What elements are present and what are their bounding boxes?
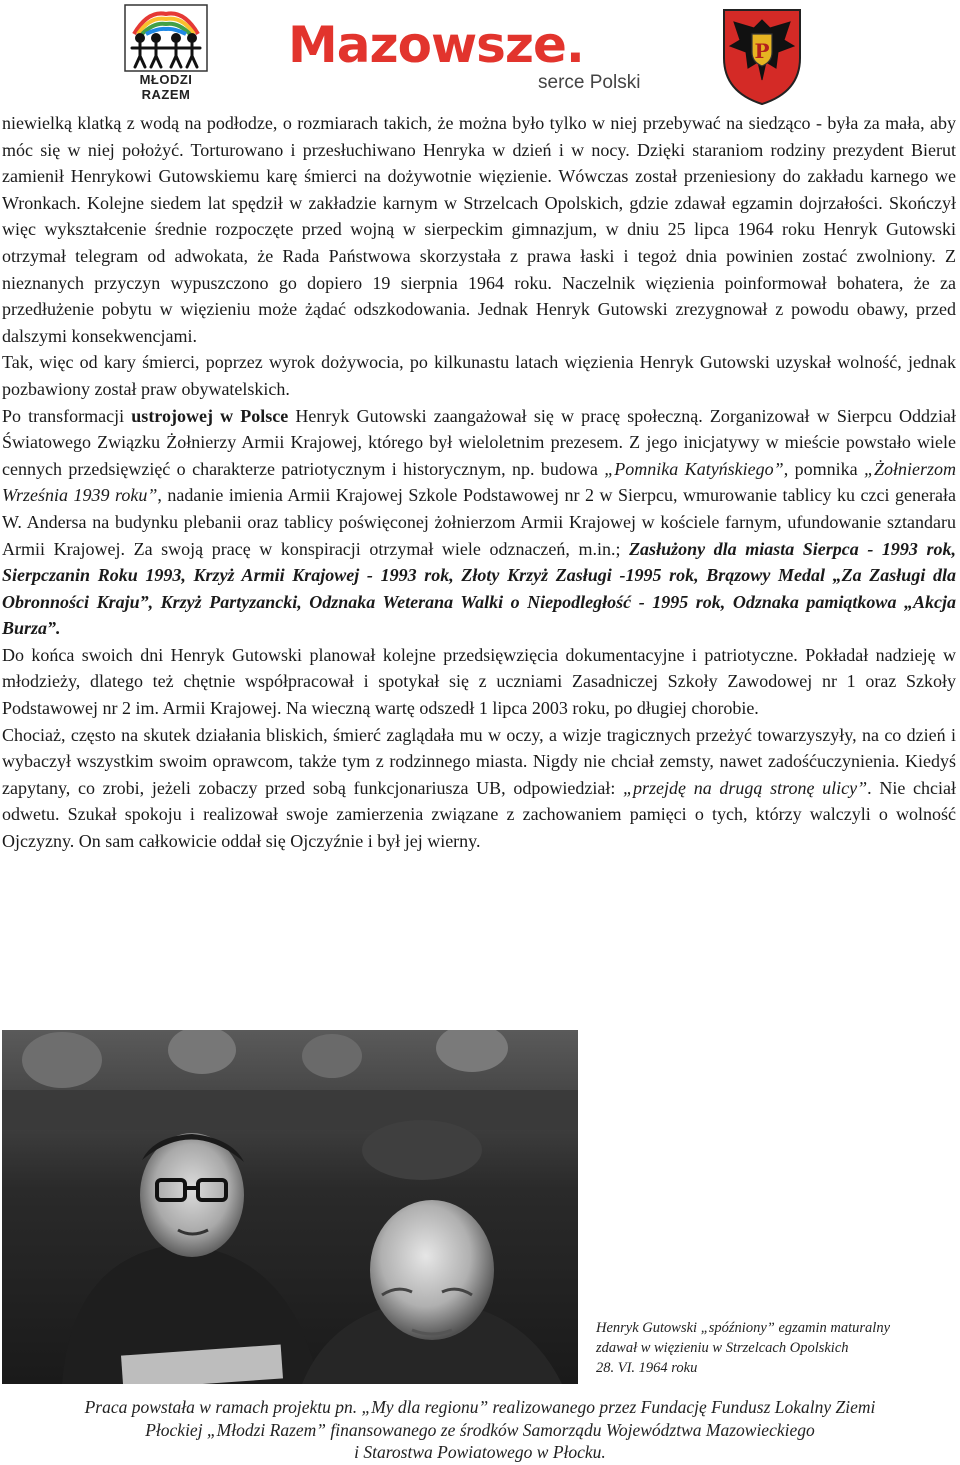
caption-line: zdawał w więzieniu w Strzelcach Opolskich [596,1340,849,1356]
page-header [0,0,960,108]
mazowsze-tagline: serce Polski [538,72,641,93]
logo-text-razem: RAZEM [141,87,191,102]
paragraph-freedom: Tak, więc od kary śmierci, poprzez wyrok dożywocia, po kilkunastu latach więzienia Henryk Gutowski uzyskał wolność, jednak pozbawiony został praw obywatelskich. [2,352,956,399]
paragraph-forgiveness: Chociaż, często na skutek działania bliskich, śmierć zaglądała mu w oczy, a wizje tragicznych przeżyć towarzyszyły, na co dzień i wybaczył wszystkim swoim oprawcom, także tym z rodzinnego miasta. Nigdy nie chciał zemsty, nawet zadośćuczynienia. Kiedyś zapytany, co zrobi, jeżeli zobaczy przed sobą funkcjonariusza UB, odpowiedział: „przejdę na drugą stronę ulicy”. Nie chciał odwetu. Szukał spokoju i realizował swoje zamierzenia związane z zachowaniem pamięci o tych, którzy walczyli o wolność Ojczyzny. On sam całkowicie oddał się Ojczyźnie i był jej wierny. [2,724,956,852]
logo-text-mlodzi: MŁODZI [139,72,193,87]
quote-other-side: „przejdę na drugą stronę ulicy” [623,777,868,798]
mlodzi-razem-logo [124,4,208,104]
black-white-photo-icon [2,1030,578,1384]
footer-line: i Starostwa Powiatowego w Płocku. [354,1442,606,1462]
exam-photo [2,1030,578,1384]
coat-of-arms-eagle-icon [720,6,804,106]
caption-line: Henryk Gutowski „spóźniony” egzamin maturalny [596,1320,891,1336]
paragraph-prison: niewielką klatką z wodą na podłodze, o rozmiarach takich, że można było tylko w niej przebywać na siedząco - była za mała, aby móc się w niej położyć. Torturowano i przesłuchiwano Henryka w dzień i w nocy. Dzięki staraniom rodziny prezydent Bierut zamienił Henrykowi Gutowskiemu karę śmierci na dożywotnie więzienie. Wówczas został przeniesiony do zakładu karnego we Wronkach. Kolejne siedem lat spędził w zakładzie karnym w Strzelcach Opolskich, gdzie zdawał egzamin dojrzałości. Skończył więc wykształcenie średnie rozpoczęte przed wojną w sierpeckim gimnazjum, w dniu 25 lipca 1964 roku Henryk Gutowski otrzymał telegram od adwokata, że Rada Państwowa skorzystała z prawa łaski i tegoż dnia powinien zostać zwolniony. Z nieznanych przyczyn wypuszczono go dopiero 19 sierpnia 1964 roku. Naczelnik więzienia poinformował bohatera, że za przedłużenie pobytu w więzieniu może żądać odszkodowania. Jednak Henryk Gutowski zrezygnował z powodu obawy, przed dalszymi konsekwencjami. [2,113,956,346]
decorations-list: Zasłużony dla miasta Sierpca - 1993 rok, Sierpczanin Roku 1993, Krzyż Armii Krajowej - 1993 rok, Złoty Krzyż Zasługi -1995 rok, Brązowy Medal „Za Zasługi dla Obronności Kraju”, Krzyż Partyzancki, Odznaka Weterana Walki o Niepodległość - 1995 rok, Odznaka pamiątkowa „Akcja Burza”. [2,538,956,639]
mazowsze-logo [288,14,648,100]
paragraph-final-years: Do końca swoich dni Henryk Gutowski planował kolejne przedsięwzięcia dokumentacyjne i patriotyczne. Pokładał nadzieję w młodzieży, dlatego też chętnie współpracował i spotykał się z uczniami Zasadniczej Szkoły Zawodowej nr 1 oraz Szkoły Podstawowej nr 2 im. Armii Krajowej. Na wieczną wartę odszedł 1 lipca 2003 roku, po długiej chorobie. [2,644,956,719]
mazowsze-wordmark: Mazowsze. [288,16,584,74]
children-figures-icon [124,4,208,72]
paragraph-social-work: Po transformacji ustrojowej w Polsce Henryk Gutowski zaangażował się w pracę społeczną. Zorganizował w Sierpcu Oddział Światowego Związku Żołnierzy Armii Krajowej, którego był wieloletnim prezesem. Z jego inicjatywy w mieście powstało wiele cennych przedsięwzięć o charakterze patriotycznym i historycznym, np. budowa „Pomnika Katyńskiego”, pomnika „Żołnierzom Września 1939 roku”, nadanie imienia Armii Krajowej Szkole Podstawowej nr 2 w Sierpcu, wmurowanie tablicy ku czci generała W. Andersa na budynku plebanii oraz tablicy poświęconej żołnierzom Armii Krajowej w kościele farnym, ufundowanie sztandaru Armii Krajowej. Za swoją pracę w konspiracji otrzymał wiele odznaczeń, m.in.; Zasłużony dla miasta Sierpca - 1993 rok, Sierpczanin Roku 1993, Krzyż Armii Krajowej - 1993 rok, Złoty Krzyż Zasługi -1995 rok, Brązowy Medal „Za Zasługi dla Obronności Kraju”, Krzyż Partyzancki, Odznaka Weterana Walki o Niepodległość - 1995 rok, Odznaka pamiątkowa „Akcja Burza”. [2,405,956,639]
photo-caption [596,1318,956,1378]
project-footer [0,1396,960,1464]
sierpc-coat-of-arms [720,6,804,106]
caption-line: 28. VI. 1964 roku [596,1360,698,1376]
svg-text:P: P [754,39,770,63]
article-body [2,110,956,855]
footer-line: Praca powstała w ramach projektu pn. „My dla regionu” realizowanego przez Fundację Fundusz Lokalny Ziemi [84,1397,876,1417]
footer-line: Płockiej „Młodzi Razem” finansowanego ze środków Samorządu Województwa Mazowieckiego [145,1419,815,1440]
